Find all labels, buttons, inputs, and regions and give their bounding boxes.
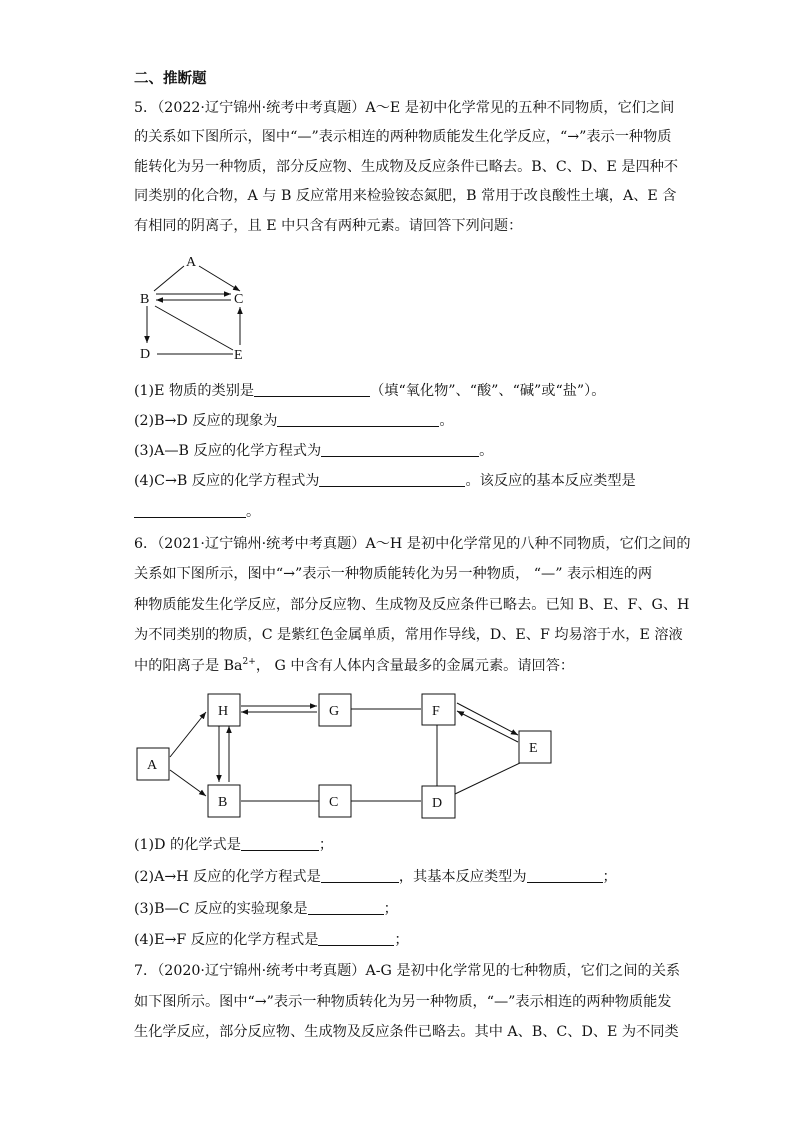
q6-sub-2-text: (2)A→H 反应的化学方程式是	[134, 869, 321, 885]
section-title: 二、推断题	[134, 71, 207, 87]
q6-node-c	[319, 785, 351, 817]
q6-sub-3-text: (3)B—C 反应的实验现象是	[134, 901, 308, 917]
q5-line-3: 能转化为另一种物质，部分反应物、生成物及反应条件已略去。B、C、D、E 是四种不	[134, 159, 679, 175]
q6-line-2: 关系如下图所示，图中“→”表示一种物质能转化为另一种物质， “—” 表示相连的两	[134, 566, 653, 582]
q6-sub-1-end: ；	[318, 837, 334, 853]
q6-node-b	[208, 785, 240, 817]
q5-node-a: A	[186, 255, 197, 270]
q5-sub-3-text: (3)A—B 反应的化学方程式为	[134, 443, 322, 459]
q5-node-e: E	[234, 348, 243, 363]
q6-node-f-label: F	[432, 704, 440, 719]
q5-sub-1-hint: （填“氧化物”、“酸”、“碱”或“盐”）。	[370, 383, 606, 399]
q6-node-a	[137, 748, 169, 780]
q5-sub-2-text: (2)B→D 反应的现象为	[134, 413, 278, 429]
q5-line-1: 5．（2022·辽宁锦州·统考中考真题）A～E 是初中化学常见的五种不同物质，它们之间	[134, 100, 675, 116]
q5-node-b: B	[140, 292, 150, 307]
q5-node-d: D	[140, 347, 151, 362]
q6-sub-2-end: ；	[602, 869, 617, 885]
q6-node-h-label: H	[218, 704, 229, 719]
q5-sub-2-end: 。	[439, 413, 454, 429]
q6-ion-charge: 2+	[242, 657, 256, 667]
q6-edge-f-e	[457, 703, 518, 735]
q5-line-4: 同类别的化合物，A 与 B 反应常用来检验铵态氮肥，B 常用于改良酸性土壤，A、E 含	[134, 188, 677, 204]
q6-node-b-label: B	[218, 795, 228, 810]
q6-edge-a-h	[170, 712, 206, 757]
q6-sub-1	[134, 835, 333, 855]
q5-line-2: 的关系如下图所示，图中“—”表示相连的两种物质能发生化学反应，“→”表示一种物质	[134, 129, 672, 145]
q6-node-h	[208, 694, 240, 726]
q5-sub-3-end: 。	[479, 443, 494, 459]
q6-node-a-label: A	[147, 758, 158, 773]
q6-sub-3-end: ；	[383, 901, 398, 917]
q7-line-2: 如下图所示。图中“→”表示一种物质转化为另一种物质，“—”表示相连的两种物质能发	[134, 994, 672, 1010]
q6-blank-2[interactable]	[321, 867, 399, 883]
q6-node-d-label: D	[432, 796, 443, 811]
q6-node-e-label: E	[529, 741, 538, 756]
q6-sub-3	[134, 899, 398, 919]
q6-node-d	[422, 786, 455, 818]
q6-blank-4[interactable]	[308, 899, 384, 915]
q6-blank-1[interactable]	[241, 835, 319, 851]
q7-line-1: 7．（2020·辽宁锦州·统考中考真题）A-G 是初中化学常见的七种物质，它们之间的关系	[134, 963, 681, 979]
q6-blank-3[interactable]	[527, 867, 603, 883]
q5-node-c: C	[234, 292, 244, 307]
q6-sub-4-end: ；	[394, 932, 409, 948]
q5-sub-1-text: (1)E 物质的类别是	[134, 383, 255, 399]
q6-line-4: 为不同类别的物质，C 是紫红色金属单质，常用作导线，D、E、F 均易溶于水，E 溶液	[134, 627, 683, 643]
q6-edge-e-f	[457, 711, 518, 742]
q6-node-g-label: G	[329, 704, 340, 719]
q5-sub-4-text-b: 。该反应的基本反应类型是	[465, 473, 636, 489]
q6-edge-d-e	[455, 762, 522, 794]
q6-node-c-label: C	[329, 795, 339, 810]
q6-blank-5[interactable]	[318, 930, 394, 946]
q6-sub-2-text-b: ，其基本反应类型为	[398, 869, 527, 885]
q6-node-g	[319, 694, 351, 726]
q5-sub-4-text: (4)C→B 反应的化学方程式为	[134, 473, 320, 489]
q6-node-e	[519, 731, 551, 763]
q6-node-f	[422, 694, 455, 725]
q6-line-5-a: 中的阳离子是 Ba	[134, 658, 243, 674]
q6-line-5-b: ， G 中含有人体内含量最多的金属元素。请回答：	[255, 658, 575, 674]
q5-sub-4-end: 。	[246, 504, 261, 520]
q5-line-5: 有相同的阴离子，且 E 中只含有两种元素。请回答下列问题：	[134, 218, 523, 234]
q6-sub-1-text: (1)D 的化学式是	[134, 837, 241, 853]
q7-line-3: 生化学反应，部分反应物、生成物及反应条件已略去。其中 A、B、C、D、E 为不同类	[134, 1024, 679, 1040]
q6-line-1: 6．（2021·辽宁锦州·统考中考真题）A～H 是初中化学常见的八种不同物质，它们之间的	[134, 536, 691, 552]
q6-sub-4-text: (4)E→F 反应的化学方程式是	[134, 932, 319, 948]
q6-sub-2	[134, 867, 617, 887]
q6-sub-4	[134, 930, 409, 950]
q6-line-3: 种物质能发生化学反应，部分反应物、生成物及反应条件已略去。已知 B、E、F、G、H	[134, 597, 690, 613]
q6-edge-a-b	[170, 770, 206, 796]
